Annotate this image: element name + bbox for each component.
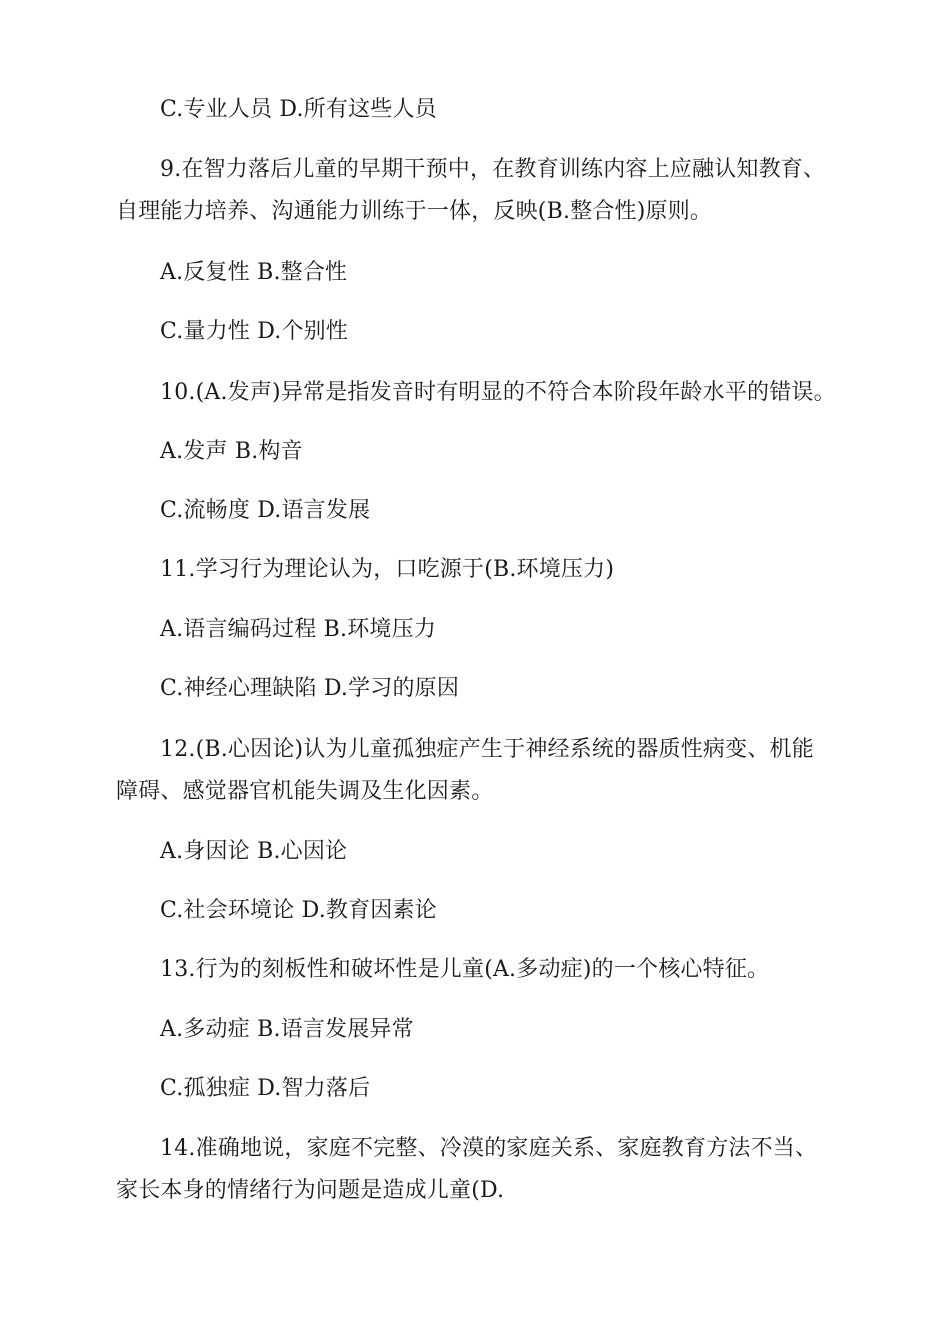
option-line-q10-cd: C.流畅度 D.语言发展 bbox=[160, 498, 371, 523]
option-line-q8-cd: C.专业人员 D.所有这些人员 bbox=[160, 97, 437, 122]
question-12-line-1: 12.(B.心因论)认为儿童孤独症产生于神经系统的器质性病变、机能 bbox=[160, 737, 814, 762]
option-line-q12-ab: A.身因论 B.心因论 bbox=[160, 839, 348, 864]
option-line-q9-cd: C.量力性 D.个别性 bbox=[160, 319, 349, 344]
option-line-q10-ab: A.发声 B.构音 bbox=[160, 439, 303, 464]
option-line-q13-cd: C.孤独症 D.智力落后 bbox=[160, 1076, 371, 1101]
question-14-line-1: 14.准确地说，家庭不完整、冷漠的家庭关系、家庭教育方法不当、 bbox=[160, 1136, 818, 1161]
question-9-line-1: 9.在智力落后儿童的早期干预中，在教育训练内容上应融认知教育、 bbox=[160, 157, 826, 182]
question-9-line-2: 自理能力培养、沟通能力训练于一体，反映(B.整合性)原则。 bbox=[116, 199, 713, 224]
option-line-q13-ab: A.多动症 B.语言发展异常 bbox=[160, 1017, 414, 1042]
question-12-line-2: 障碍、感觉器官机能失调及生化因素。 bbox=[116, 779, 494, 804]
question-14-line-2: 家长本身的情绪行为问题是造成儿童(D. bbox=[116, 1178, 505, 1203]
option-line-q9-ab: A.反复性 B.整合性 bbox=[160, 260, 348, 285]
question-13-line-1: 13.行为的刻板性和破坏性是儿童(A.多动症)的一个核心特征。 bbox=[160, 957, 770, 982]
option-line-q11-cd: C.神经心理缺陷 D.学习的原因 bbox=[160, 676, 460, 701]
question-10-line-1: 10.(A.发声)异常是指发音时有明显的不符合本阶段年龄水平的错误。 bbox=[160, 380, 836, 405]
option-line-q11-ab: A.语言编码过程 B.环境压力 bbox=[160, 617, 437, 642]
option-line-q12-cd: C.社会环境论 D.教育因素论 bbox=[160, 898, 437, 923]
question-11-line-1: 11.学习行为理论认为，口吃源于(B.环境压力) bbox=[160, 557, 615, 582]
